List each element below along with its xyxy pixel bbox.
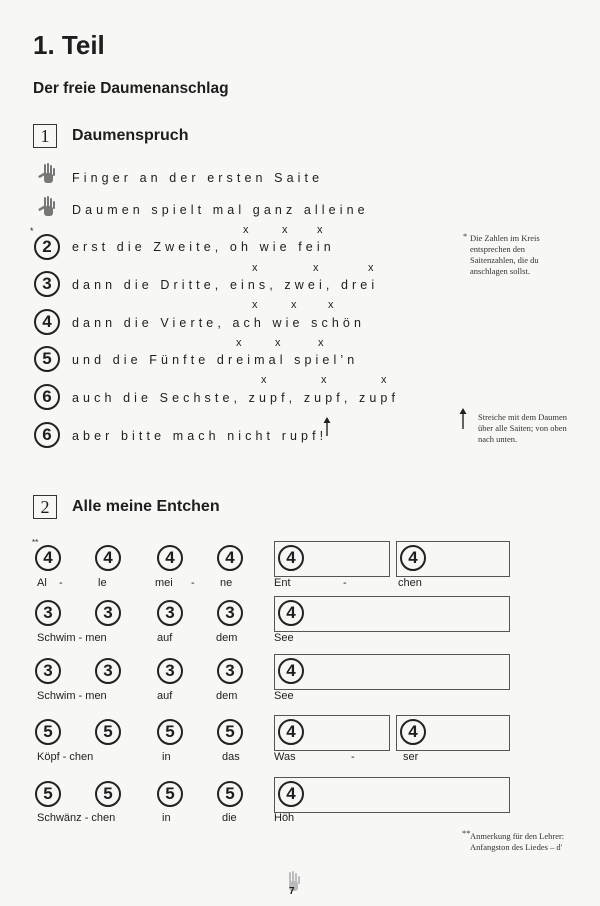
section-number-box: 2	[33, 495, 57, 519]
x-mark: x	[321, 374, 327, 386]
side-note-circle: * Die Zahlen im Kreis entsprechen den Saitenzahlen, die du anschlagen sollst.	[463, 231, 540, 276]
string-number-circle: 4	[400, 545, 426, 571]
string-number-circle: 4	[400, 719, 426, 745]
x-mark: x	[275, 337, 281, 349]
long-note-box	[274, 654, 510, 690]
lyric-syllable: Schwim - men	[37, 690, 107, 702]
lyric-syllable: auf	[157, 690, 173, 702]
lyric-syllable: Schwänz - chen	[37, 812, 116, 824]
teacher-note: ** Anmerkung für den Lehrer: Anfangston des Liedes – d'	[462, 828, 565, 852]
footnote-marker: **	[32, 538, 39, 547]
lyric-syllable: Köpf - chen	[37, 751, 94, 763]
string-number-circle: 4	[34, 309, 60, 335]
string-number-circle: 6	[34, 422, 60, 448]
string-number-circle: 4	[278, 545, 304, 571]
string-number-circle: 4	[157, 545, 183, 571]
string-number-circle: 3	[35, 658, 61, 684]
string-number-circle: 3	[217, 658, 243, 684]
string-number-circle: 4	[35, 545, 61, 571]
verse-line: und die Fünfte dreimal spiel’n	[72, 353, 359, 367]
string-number-circle: 3	[35, 600, 61, 626]
string-number-circle: 4	[278, 719, 304, 745]
string-number-circle: 3	[157, 658, 183, 684]
string-number-circle: 3	[217, 600, 243, 626]
arrow-up-icon	[321, 417, 333, 437]
string-number-circle: 3	[34, 271, 60, 297]
x-mark: x	[243, 224, 249, 236]
x-mark: x	[318, 337, 324, 349]
lyric-syllable: Was	[274, 751, 296, 763]
string-number-circle: 4	[278, 600, 304, 626]
side-note-arrow: Streiche mit dem Daumen über alle Saiten; von oben nach unten.	[478, 412, 567, 444]
lyric-syllable: Schwim - men	[37, 632, 107, 644]
lyric-syllable: dem	[216, 690, 238, 702]
verse-line: dann die Vierte, ach wie schön	[72, 316, 366, 330]
string-number-circle: 4	[278, 781, 304, 807]
verse-line: Finger an der ersten Saite	[72, 171, 324, 185]
string-number-circle: 5	[35, 719, 61, 745]
string-number-circle: 4	[95, 545, 121, 571]
lyric-syllable: -	[343, 577, 347, 589]
section-title: Alle meine Entchen	[72, 498, 220, 515]
long-note-box	[274, 777, 510, 813]
lyric-syllable: Al	[37, 577, 47, 589]
lyric-syllable: in	[162, 751, 171, 763]
page-subtitle: Der freie Daumenanschlag	[33, 80, 229, 97]
string-number-circle: 5	[95, 781, 121, 807]
string-number-circle: 5	[217, 781, 243, 807]
lyric-syllable: le	[98, 577, 107, 589]
string-number-circle: 5	[95, 719, 121, 745]
lyric-syllable: Ent	[274, 577, 291, 589]
lyric-syllable: die	[222, 812, 237, 824]
string-number-circle: 5	[157, 719, 183, 745]
x-mark: x	[313, 262, 319, 274]
x-mark: x	[328, 299, 334, 311]
lyric-syllable: -	[59, 577, 63, 589]
page-title: 1. Teil	[33, 30, 105, 60]
string-number-circle: 4	[217, 545, 243, 571]
hand-icon	[37, 162, 57, 186]
x-mark: x	[236, 337, 242, 349]
x-mark: x	[381, 374, 387, 386]
lyric-syllable: auf	[157, 632, 173, 644]
string-number-circle: 6	[34, 384, 60, 410]
lyric-syllable: -	[191, 577, 195, 589]
lyric-syllable: chen	[398, 577, 422, 589]
footnote-marker: *	[463, 231, 468, 241]
lyric-syllable: mei	[155, 577, 173, 589]
verse-line: auch die Sechste, zupf, zupf, zupf	[72, 391, 400, 405]
string-number-circle: 5	[35, 781, 61, 807]
string-number-circle: 5	[217, 719, 243, 745]
x-mark: x	[291, 299, 297, 311]
lyric-syllable: -	[351, 751, 355, 763]
page-number: 7	[289, 886, 295, 897]
x-mark: x	[282, 224, 288, 236]
lyric-syllable: See	[274, 632, 294, 644]
section-title: Daumenspruch	[72, 127, 189, 144]
lyric-syllable: das	[222, 751, 240, 763]
hand-icon	[37, 195, 57, 219]
x-mark: x	[252, 262, 258, 274]
x-mark: x	[317, 224, 323, 236]
lyric-syllable: dem	[216, 632, 238, 644]
string-number-circle: 3	[157, 600, 183, 626]
lyric-syllable: Höh	[274, 812, 295, 824]
verse-line: Daumen spielt mal ganz alleine	[72, 203, 369, 217]
lyric-syllable: See	[274, 690, 294, 702]
verse-line: erst die Zweite, oh wie fein	[72, 240, 335, 254]
verse-line: aber bitte mach nicht rupf!	[72, 429, 328, 443]
arrow-up-icon	[457, 408, 469, 430]
string-number-circle: 5	[157, 781, 183, 807]
footnote-marker: **	[462, 828, 471, 838]
x-mark: x	[252, 299, 258, 311]
x-mark: x	[368, 262, 374, 274]
section-number-box: 1	[33, 124, 57, 148]
string-number-circle: 3	[95, 658, 121, 684]
lyric-syllable: ser	[403, 751, 419, 763]
long-note-box	[274, 596, 510, 632]
string-number-circle: 4	[278, 658, 304, 684]
lyric-syllable: in	[162, 812, 171, 824]
lyric-syllable: ne	[220, 577, 233, 589]
string-number-circle: 3	[95, 600, 121, 626]
footnote-marker: *	[30, 226, 34, 236]
string-number-circle: 5	[34, 346, 60, 372]
string-number-circle: 2	[34, 234, 60, 260]
x-mark: x	[261, 374, 267, 386]
verse-line: dann die Dritte, eins, zwei, drei	[72, 278, 379, 292]
